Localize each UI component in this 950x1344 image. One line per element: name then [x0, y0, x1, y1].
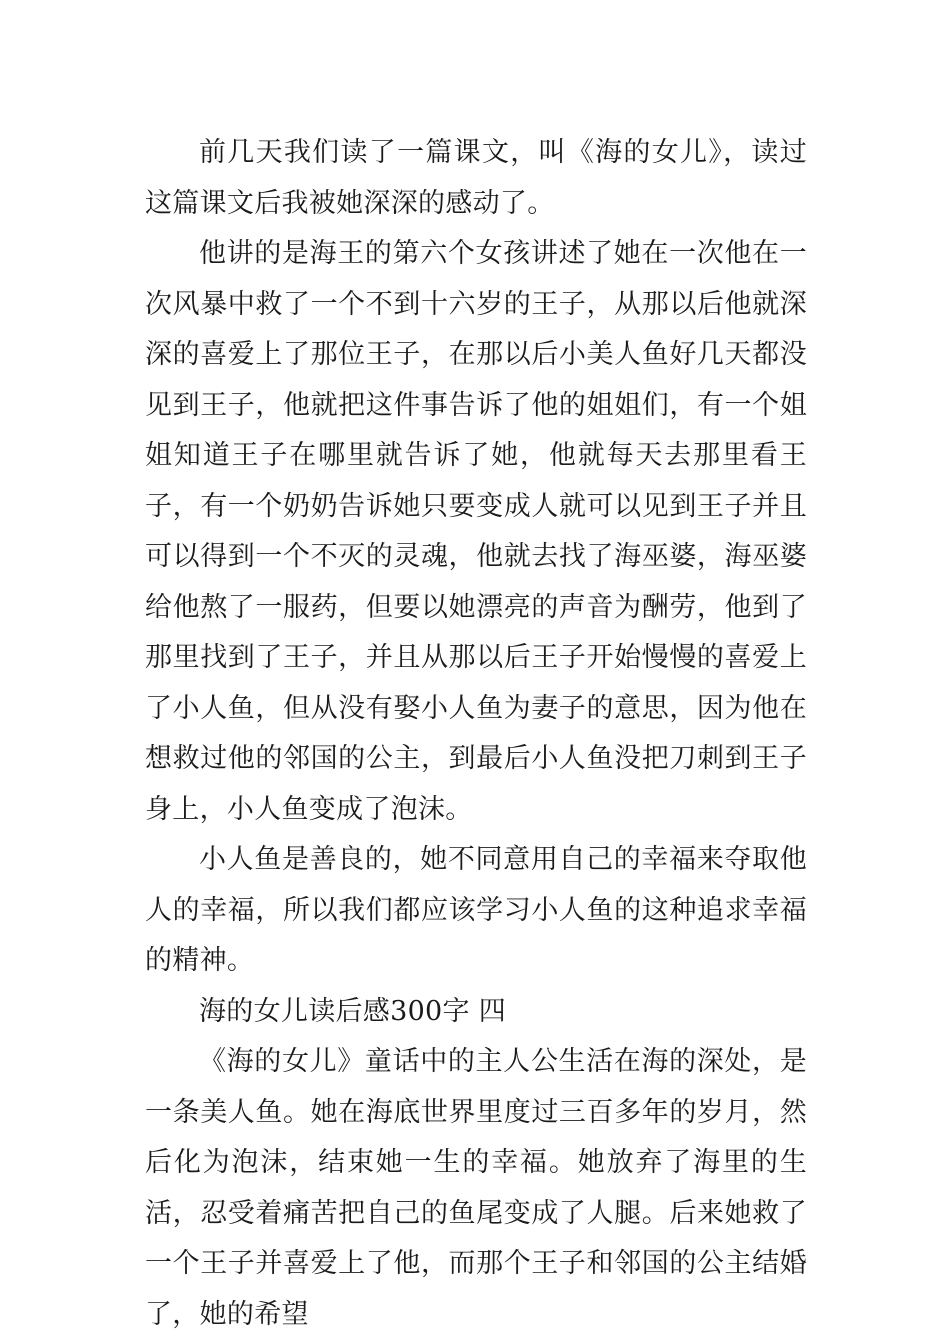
paragraph-1: 前几天我们读了一篇课文，叫《海的女儿》，读过这篇课文后我被她深深的感动了。	[145, 137, 807, 219]
paragraph-3: 小人鱼是善良的，她不同意用自己的幸福来夺取他人的幸福，所以我们都应该学习小人鱼的这种追求幸福的精神。	[145, 844, 807, 976]
document-page	[145, 128, 807, 1340]
paragraph-4: 《海的女儿》童话中的主人公生活在海的深处，是一条美人鱼。她在海底世界里度过三百多年的岁月，然后化为泡沫，结束她一生的幸福。她放弃了海里的生活，忍受着痛苦把自己的鱼尾变成了人腿。后来她救了一个王子并喜爱上了他，而那个王子和邻国的公主结婚了，她的希望	[145, 1046, 807, 1330]
paragraph-2: 他讲的是海王的第六个女孩讲述了她在一次他在一次风暴中救了一个不到十六岁的王子，从那以后他就深深的喜爱上了那位王子，在那以后小美人鱼好几天都没见到王子，他就把这件事告诉了他的姐姐们，有一个姐姐知道王子在哪里就告诉了她，他就每天去那里看王子，有一个奶奶告诉她只要变成人就可以见到王子并且可以得到一个不灭的灵魂，他就去找了海巫婆，海巫婆给他熬了一服药，但要以她漂亮的声音为酬劳，他到了那里找到了王子，并且从那以后王子开始慢慢的喜爱上了小人鱼，但从没有娶小人鱼为妻子的意思，因为他在想救过他的邻国的公主，到最后小人鱼没把刀刺到王子身上，小人鱼变成了泡沫。	[145, 238, 807, 825]
section-heading: 海的女儿读后感300字 四	[199, 995, 507, 1027]
